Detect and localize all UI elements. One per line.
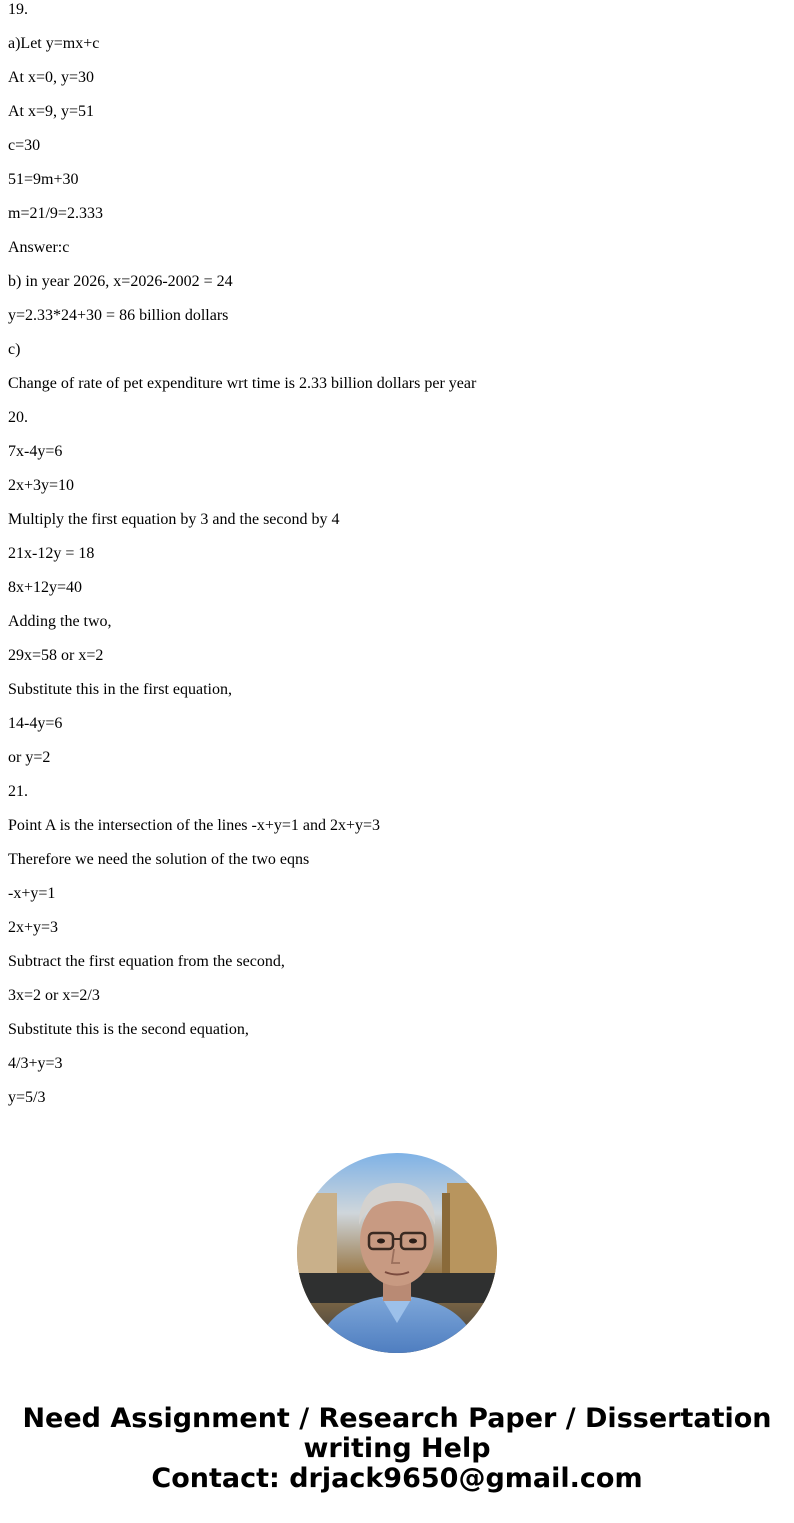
text-line: 51=9m+30 [8, 171, 79, 188]
text-line: 2x+y=3 [8, 919, 59, 936]
banner-subline: writing Help [303, 1433, 491, 1464]
text-line: 2x+3y=10 [8, 477, 75, 494]
text-line: At x=0, y=30 [8, 69, 95, 86]
text-line: c) [8, 341, 21, 358]
text-line: 19. [8, 1, 28, 18]
text-line: m=21/9=2.333 [8, 205, 103, 222]
text-line: 14-4y=6 [8, 715, 63, 732]
author-portrait-icon [297, 1153, 497, 1353]
banner-headline: Need Assignment / Research Paper / Dissertation [22, 1403, 772, 1434]
solution-text [8, 0, 788, 1122]
text-line: Subtract the first equation from the second, [8, 953, 285, 970]
text-line: At x=9, y=51 [8, 103, 95, 120]
text-line: 8x+12y=40 [8, 579, 83, 596]
text-line: 29x=58 or x=2 [8, 647, 104, 664]
text-line: Therefore we need the solution of the two eqns [8, 851, 310, 868]
author-photo [297, 1153, 497, 1353]
text-line: y=5/3 [8, 1089, 46, 1106]
text-line: -x+y=1 [8, 885, 56, 902]
contact-banner [0, 1404, 794, 1494]
contact-email: Contact: drjack9650@gmail.com [151, 1463, 643, 1494]
text-line: Point A is the intersection of the lines -x+y=1 and 2x+y=3 [8, 817, 381, 834]
text-line: 3x=2 or x=2/3 [8, 987, 100, 1004]
text-line: y=2.33*24+30 = 86 billion dollars [8, 307, 229, 324]
text-line: Adding the two, [8, 613, 112, 630]
text-line: Multiply the first equation by 3 and the second by 4 [8, 511, 340, 528]
text-line: or y=2 [8, 749, 51, 766]
text-line: a)Let y=mx+c [8, 35, 100, 52]
text-line: b) in year 2026, x=2026-2002 = 24 [8, 273, 233, 290]
text-line: 7x-4y=6 [8, 443, 63, 460]
text-line: Answer:c [8, 239, 70, 256]
text-line: Substitute this in the first equation, [8, 681, 232, 698]
text-line: 21x-12y = 18 [8, 545, 95, 562]
text-line: 4/3+y=3 [8, 1055, 63, 1072]
text-line: Substitute this is the second equation, [8, 1021, 249, 1038]
text-line: 21. [8, 783, 28, 800]
text-line: Change of rate of pet expenditure wrt time is 2.33 billion dollars per year [8, 375, 477, 392]
text-line: c=30 [8, 137, 41, 154]
text-line: 20. [8, 409, 28, 426]
